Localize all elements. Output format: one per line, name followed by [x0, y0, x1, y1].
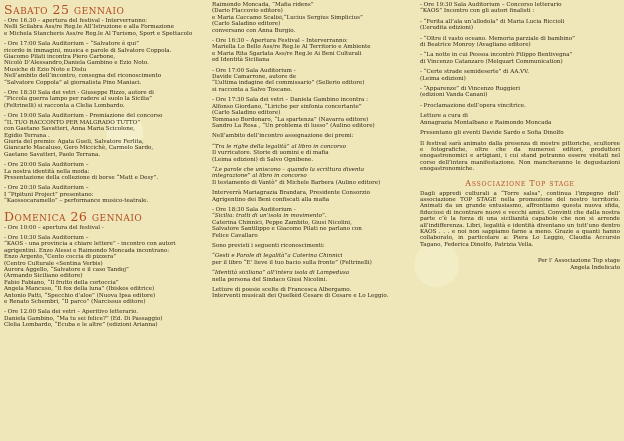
program-entry-line: con Gaetano Savatteri, Anna Maria Scicolone,: [4, 126, 135, 133]
signature-block: [420, 258, 620, 271]
program-entry-line: agrigentini. Enzo Alessi e Raimondo Moncada incontrano:: [4, 247, 170, 254]
program-entry-line: per il libro “E’ lieve il tuo bacio sulla fronte” (Feltrinelli): [212, 259, 372, 266]
program-entry-line: Fabio Fabiano, “Il frutto della cortoccia”: [4, 279, 119, 286]
program-entry-line: Felice Cavallaro: [212, 232, 258, 239]
program-entry: [212, 253, 412, 266]
program-entry-line: (Leima edizioni) di Salvo Ognibene.: [212, 156, 314, 163]
program-entry-line: “KAOS” Incontro con gli autori finalisti :: [420, 8, 535, 15]
program-entry-line: “KAOS - una provincia a chiare lettere” - incontro con autori: [4, 241, 176, 248]
program-entry-line: Caterina Chinnici, Peppe Zambito, Giusi Nicolini,: [212, 219, 352, 226]
day-heading-saturday: Sabato 25 gennaio: [4, 2, 125, 17]
program-entry-line: Salvatore Santilippo e Giacomo Pilati ne parlano con: [212, 226, 362, 233]
program-entry-line: e Maria Rita Sgarlata Ass/re Reg.le Ai Beni Culturali: [212, 50, 362, 57]
program-entry: [212, 68, 412, 94]
program-entry-line: Presentazione della collezione di borse “Matt e Desy”.: [4, 174, 159, 181]
program-entry-line: Raimondo Moncada, “Mafia ridens”: [212, 2, 314, 8]
program-entry-line: - Ore 17:30 Sala dei vetri – Daniela Gambino incontra :: [212, 97, 369, 104]
program-entry-line: Letture a cura di: [420, 113, 468, 120]
program-entry-line: Antonio Patti, “Specchio d’aloe” (Nuova Ipsa editore): [4, 292, 156, 299]
signature-name: Angela Indelicato: [570, 264, 620, 271]
program-entry-line: e Renato Schembri, “Il parco” (Narcissus editore): [4, 299, 146, 306]
program-entry-line: - Ore 20:00 Sala Auditorium –: [4, 162, 89, 169]
program-entry-line: ed Identità Siciliana: [212, 57, 270, 64]
program-entry-line: - Proclamazione dell’opera vincitrice.: [420, 102, 526, 109]
program-entry-line: Il vurricatore. Storie di uomini e di mafia: [212, 150, 329, 157]
program-entry: [212, 97, 412, 129]
program-entry-line: Nell’ambito dell’incontro, consegna del riconoscimento: [4, 73, 162, 80]
program-entry-line: - Ore 16:30 – Apertura Festival – Interverranno:: [212, 38, 348, 45]
program-entry: [212, 133, 412, 139]
program-entry: [212, 2, 412, 34]
program-entry-line: (Feltrinelli) si racconta a Clelia Lombardo.: [4, 102, 125, 109]
program-entry-line: - Ore 10:00 – apertura del festival -: [4, 224, 104, 231]
program-entry-line: integrazione” al libro in concorso: [212, 173, 307, 180]
program-entry: [212, 287, 412, 300]
day-heading-sunday: Domenica 26 gennaio: [4, 208, 143, 224]
association-title: Associazione Top stage: [465, 178, 575, 188]
program-entry-line: “L’ultima indagine del commissario” (Sellerio editore): [212, 80, 365, 87]
program-entry: [4, 185, 206, 204]
program-entry-line: - “La notte in cui Pessoa incontrò Filippo Bentivegna”: [420, 52, 573, 59]
program-entry-line: “Kaossocaramello” – performance musico-teatrale.: [4, 198, 149, 205]
program-entry-line: Interverrà Mariagrazia Brandara, Presidente Consorzio: [212, 190, 370, 197]
program-entry: [420, 2, 620, 15]
program-entry-line: - “Certe strade semideserte” di AA.VV.: [420, 69, 530, 76]
program-entry-line: - Ore 17:00 Sala Auditorium – “Salvatore è qui”: [4, 41, 139, 48]
program-entry: [212, 167, 412, 186]
program-entry-line: I “Pipituni Project” presentano:: [4, 191, 94, 198]
program-entry-line: Annagrazia Montalbano e Raimondo Moncada: [420, 119, 552, 126]
program-entry: [4, 309, 206, 328]
program-entry-line: - Ore 18:30 Sala Auditorium -: [212, 206, 296, 213]
program-entry-line: Giacomo Pilati incontra Piero Carbone,: [4, 54, 116, 61]
program-entry: [212, 207, 412, 239]
program-entry: [420, 19, 620, 32]
program-entry-line: “Piccola guerra lampo per radere al suolo la Sicilia”: [4, 96, 152, 103]
program-entry: [420, 69, 620, 82]
program-entry: [4, 225, 206, 231]
program-entry-line: Nell’ambito dell’incontro assegnazione dei premi:: [212, 133, 354, 140]
program-entry-line: (edizioni Vanda Canani): [420, 92, 488, 99]
program-entry-line: - “Apparenze” di Vincenzo Ruggieri: [420, 86, 520, 93]
program-entry: [212, 144, 412, 163]
program-entry-line: Davide Camarrone, autore de: [212, 74, 297, 81]
program-entry-line: La nostra identità nella moda:: [4, 168, 90, 175]
program-entry: [420, 86, 620, 99]
program-entry-line: Alfonso Giordano, “Liriche per sinfonia concertante”: [212, 103, 362, 110]
program-entry-line: Mariella Lo Bello Ass/re Reg.le Al Territorio e Ambiente: [212, 44, 371, 51]
program-entry-line: Giuria del premio: Agata Gueli, Salvatore Ferlita,: [4, 138, 144, 145]
program-entry-line: - Ore 17:00 Sala Auditorium -: [212, 67, 296, 74]
sunday-program: [4, 225, 206, 329]
program-entry-line: Agrigentino dei Beni confiscati alla mafia: [212, 196, 330, 203]
program-entry-line: (Leima edizioni): [420, 75, 466, 82]
program-entry-line: Gaetano Savatteri, Paolo Terrana.: [4, 151, 101, 158]
program-entry-line: “IL TUO RACCONTO PER MALGRADO TUTTO”: [4, 119, 141, 126]
program-entry: [212, 243, 412, 249]
program-entry-line: Clelia Lombardo, “Ecuba e le altre” (edizioni Arianna): [4, 322, 158, 329]
program-entry-line: di Vincenzo Catanzaro (Melquart Communication): [420, 58, 563, 65]
program-entry-line: “Salvatore Coppola” al giornalista Pino Maniaci.: [4, 79, 142, 86]
program-entry-line: “Le parole che uniscono – quando la scrittura diventa: [212, 166, 365, 173]
program-entry-line: Egidio Terrana .: [4, 132, 50, 139]
program-entry-line: Giancarlo Macaluso, Gero Miccichè, Carmelo Sardo,: [4, 145, 154, 152]
program-entry-line: (L’erudita edizioni): [420, 25, 474, 32]
program-entry-line: Presentano gli eventi Davide Sardo e Sofia Dinolfo: [420, 130, 564, 137]
program-entry-line: “Gesti e Parole di legalità”a Caterina Chinnici: [212, 253, 343, 260]
program-entry: [4, 162, 206, 181]
program-entry: [4, 18, 206, 37]
program-entry: [420, 130, 620, 136]
program-entry-line: Sono previsti i seguenti riconoscimenti:: [212, 243, 325, 249]
column-right: [420, 2, 620, 439]
sunday-program-continued: [212, 2, 412, 300]
program-entry-line: - Ore 20:30 Sala Auditorium –: [4, 185, 89, 192]
program-entry-line: nella persona del Sindaco Giusi Nicolini.: [212, 276, 328, 283]
program-entry-line: Nelli Scilabra Ass/re Reg.le All’Istruzione e alla Formazione: [4, 24, 174, 31]
program-entry-line: - Ore 10:30 Sala Auditorium –: [4, 234, 89, 241]
program-entry-line: Musiche di Ezio Noto e Dislu: [4, 66, 87, 73]
program-entry-line: - Ore 19:30 Sala Auditorium – Concorso letterario: [420, 2, 562, 8]
program-entry: [420, 36, 620, 49]
sunday-evening-program: [420, 2, 620, 137]
saturday-program: [4, 18, 206, 205]
program-entry-line: Sandro La Rosa , “Un problema di lusso” (Aulino editore): [212, 122, 375, 129]
program-entry-line: - Ore 12.00 Sala dei vetri – Aperitivo letterario.: [4, 309, 139, 316]
program-entry-line: (Carlo Saladino editore): [212, 110, 281, 117]
program-entry-line: “Tra le righe della legalità” al libro in concorso: [212, 143, 346, 150]
program-entry-line: Tommaso Bordonaro, “La spartenza” (Navarra editore): [212, 116, 369, 123]
program-entry: [420, 52, 620, 65]
program-entry-line: Letture di poesie scelte di Francesca Albergamo.: [212, 287, 352, 294]
program-entry-line: - Ore 16.30 – apertura del festival - Interverranno:: [4, 18, 148, 24]
signature-line: Per l’ Associazione Top stage: [537, 258, 620, 265]
program-entry-line: - Ore 19:00 Sala Auditorium - Premiazione del concorso: [4, 113, 163, 120]
program-entry-line: (Armando Siciliano editore): [4, 273, 83, 280]
program-entry-line: Angela Mancuso, “Il fox della luna” (Ibiskos editrice): [4, 286, 155, 293]
program-entry: [4, 41, 206, 86]
program-entry-line: (Centro Culturale «Sentina Verbis): [4, 260, 103, 267]
program-entry-line: si racconta a Salvo Toscano.: [212, 86, 293, 93]
program-entry: [212, 38, 412, 64]
program-entry: [212, 190, 412, 203]
exhibition-paragraph: Il festival sarà animato dalla presenza di mostre pittoriche, scultoree e fotografiche, oltre che da numerosi editori, produttori enogastronomici e artigiani, i cui stand potranno essere visitati nel corso dell’intera manifestazione. Non mancheranno le degustazioni enogastronomiche.: [420, 140, 620, 173]
program-entry-line: Nicolò D’Alessandro,Daniela Gambino e Ezio Noto.: [4, 60, 149, 67]
program-entry-line: Aurora Aggello, “Salvatore e il caso Tandoj”: [4, 267, 129, 273]
program-entry: [4, 90, 206, 109]
program-entry: [4, 235, 206, 305]
column-middle: [212, 2, 412, 439]
program-entry-line: Enzo Argento,“Cento coccia di pizzera”: [4, 254, 117, 261]
program-entry-line: conversano con Anna Burgio.: [212, 27, 296, 34]
program-entry-line: (Carlo Saladino editore): [212, 21, 281, 28]
program-entry-line: - “Oltre il vasto oceano. Memoria parziale di bambino”: [420, 35, 575, 42]
program-entry-line: - “Ferita all’ala un’allodola” di Maria Lucia Riccioli: [420, 18, 565, 25]
program-entry-line: Interventi musicali dei Quelkèd Cesare di Cesare e Lo Leggio.: [212, 293, 389, 300]
program-entry-line: Il testamento di Vantò” di Michele Barbera (Aulino editore): [212, 179, 381, 186]
program-entry: [420, 103, 620, 109]
program-entry-line: “Identità siciliana” all’intera isola di Lampedusa: [212, 270, 350, 277]
program-entry: [4, 113, 206, 158]
program-entry-line: di Beatrice Monroy (Avagliano editore): [420, 42, 531, 49]
program-entry: [420, 113, 620, 126]
program-entry-line: Daniela Gambino, “Ma tu sei felice?” (Ed. Di Passaggio): [4, 315, 163, 322]
program-entry-line: e Michela Stancheris Ass/re Reg.le Al Turismo, Sport e Spettacolo: [4, 30, 193, 37]
association-text: Dagli appredi culturali a “Torre salsa”, continua l’impegno dell’ associazione TOP STAGE nella promozione del nostro territorio. Animati da un grande entusiasmo, affrontiamo questa nuova sfida, fiduciosi di incontrare nuovi e vecchi amici. Convinti che dalla nostra parte c’è la forza di una sicilianità capabole che non si arrende all’indifferenza. Libri, legalità e identità diventano un tutt’uno dentro KAOS . . . e noi non sappiamo farne a meno. Grazie a quanti hanno collaborato, in particolare a: Piera Lo Leggio, Claudia Accursio Tagano, Federica Dinolfo, Patrizia Vella.: [420, 190, 620, 248]
program-entry-line: ricordo in immagini, musica e parole di Salvatore Coppola.: [4, 47, 172, 54]
program-entry-line: “Sicilia: tratti di un’isola in movimento”.: [212, 213, 327, 220]
program-entry-line: (Dario Flaccovio editore): [212, 8, 283, 15]
program-entry: [212, 270, 412, 283]
program-entry-line: - Ore 18:30 Sala dei vetri - Giuseppe Rizzo, autore di: [4, 90, 154, 97]
column-left: [4, 2, 206, 439]
program-entry-line: e Maria Caccamo Scalisi,“Lucius Sergius Simplicius”: [212, 14, 363, 21]
